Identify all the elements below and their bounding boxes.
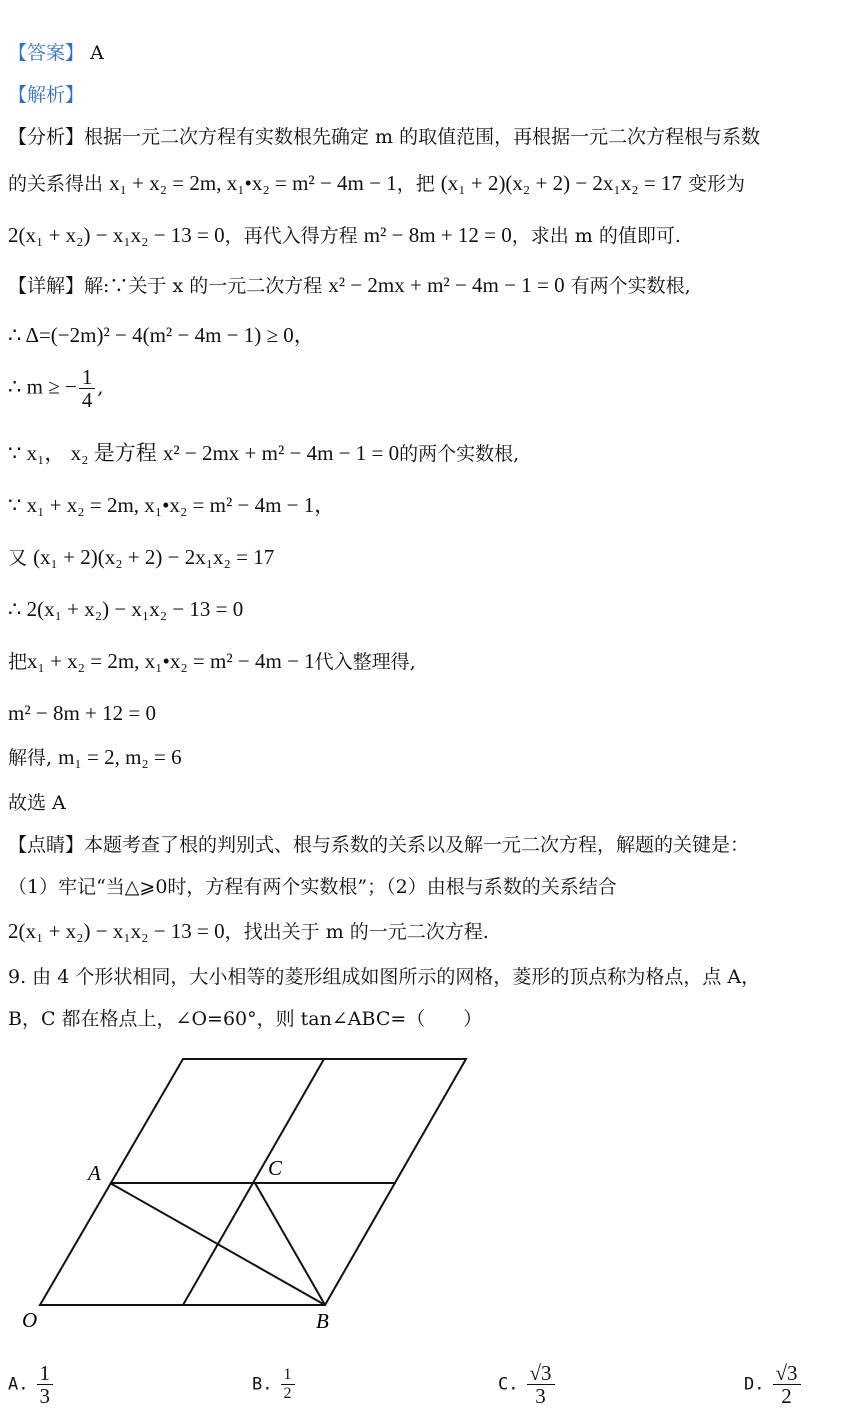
fenxi-text-2a: 的关系得出	[8, 173, 104, 195]
fenxi-tag: 【分析】	[8, 126, 85, 148]
analysis-heading	[8, 82, 84, 108]
option-b-denominator: 2	[283, 1385, 292, 1402]
segment-ab	[110, 1183, 325, 1305]
detail-math-5: ∵ x₁ + x₂ = 2m, x₁•x₂ = m² − 4m − 1，	[8, 493, 336, 517]
fraction-numerator: 1	[79, 366, 96, 389]
option-d-fraction	[773, 1362, 801, 1407]
detail-line-1	[8, 272, 691, 299]
point-label-c: C	[268, 1156, 283, 1180]
detail-math-8: x₁ + x₂ = 2m, x₁•x₂ = m² − 4m − 1	[27, 649, 315, 673]
detail-line-8	[8, 648, 416, 675]
detail-text-1a: 解:∵关于 x 的一元二次方程	[84, 275, 323, 297]
question-text-1: 9. 由 4 个形状相同，大小相等的菱形组成如图所示的网格，菱形的顶点称为格点，点 A，	[8, 966, 761, 988]
fenxi-line-3	[8, 222, 681, 249]
detail-line-5	[8, 492, 335, 519]
detail-text-8b: 代入整理得,	[314, 651, 416, 673]
comment-text-3: ，找出关于 m 的一元二次方程.	[224, 921, 489, 943]
fenxi-math-3: 2(x₁ + x₂) − x₁x₂ − 13 = 0	[8, 223, 225, 247]
option-c-numerator: √3	[527, 1362, 555, 1385]
question-text-2: B，C 都在格点上，∠O=60°，则 tan∠ABC=（ ）	[8, 1008, 483, 1030]
option-b[interactable]	[252, 1366, 297, 1403]
option-a-numerator: 1	[37, 1362, 54, 1385]
point-label-b: B	[316, 1309, 329, 1333]
detail-math-2: ∴ Δ=(−2m)² − 4(m² − 4m − 1) ≥ 0，	[8, 323, 315, 347]
option-a[interactable]	[8, 1362, 55, 1407]
comment-line-1	[8, 832, 749, 858]
rhombus-grid-figure	[0, 1040, 520, 1340]
option-c-label: C.	[498, 1374, 519, 1395]
detail-text-11: 故选 A	[8, 792, 66, 814]
detail-text-4a: ∵ x₁， x₂ 是方程	[8, 441, 157, 465]
option-b-numerator: 1	[281, 1366, 295, 1385]
detail-line-10	[8, 744, 182, 771]
fraction-denominator: 4	[81, 388, 93, 412]
detail-text-3b: ,	[97, 376, 104, 399]
option-c-denominator: 3	[535, 1384, 546, 1408]
detail-text-6a: 又	[8, 547, 28, 569]
option-d[interactable]	[744, 1362, 803, 1407]
fenxi-line-1	[8, 124, 760, 150]
detail-text-10a: 解得,	[8, 747, 53, 769]
fenxi-text-3b: ，求出 m 的值即可.	[511, 225, 681, 247]
detail-text-8a: 把	[8, 651, 28, 673]
answer-tag: 【答案】	[8, 42, 85, 64]
fraction-one-quarter	[79, 366, 96, 411]
detail-math-9: m² − 8m + 12 = 0	[8, 701, 156, 725]
comment-text-1: 本题考查了根的判别式、根与系数的关系以及解一元二次方程，解题的关键是：	[84, 834, 750, 856]
fenxi-math-3b: m² − 8m + 12 = 0	[363, 223, 512, 247]
detail-math-4: x² − 2mx + m² − 4m − 1 = 0	[162, 441, 400, 465]
option-d-denominator: 2	[781, 1384, 792, 1408]
detail-line-3	[8, 366, 103, 411]
option-d-label: D.	[744, 1374, 765, 1395]
option-c[interactable]	[498, 1362, 557, 1407]
comment-math-3: 2(x₁ + x₂) − x₁x₂ − 13 = 0	[8, 919, 225, 943]
detail-line-7	[8, 596, 243, 623]
fenxi-math-2b: (x₁ + 2)(x₂ + 2) − 2x₁x₂ = 17	[440, 171, 682, 195]
fenxi-text-2b: ，把	[396, 173, 435, 195]
point-label-a: A	[88, 1161, 101, 1185]
detail-math-1: x² − 2mx + m² − 4m − 1 = 0	[328, 273, 565, 297]
detail-line-4	[8, 440, 519, 467]
detail-math-10: m₁ = 2, m₂ = 6	[58, 745, 182, 769]
comment-tag: 【点睛】	[8, 834, 85, 856]
detail-text-4b: 的两个实数根,	[399, 443, 520, 465]
detail-math-7: ∴ 2(x₁ + x₂) − x₁x₂ − 13 = 0	[8, 597, 244, 621]
question-line-2	[8, 1006, 482, 1032]
option-a-denominator: 3	[39, 1384, 51, 1408]
option-c-fraction	[527, 1362, 555, 1407]
detail-text-1b: 有两个实数根,	[570, 275, 691, 297]
option-b-label: B.	[252, 1374, 273, 1395]
fenxi-math-2: x₁ + x₂ = 2m, x₁•x₂ = m² − 4m − 1	[109, 171, 397, 195]
detail-math-3: ∴ m ≥ −	[8, 374, 77, 399]
option-a-label: A.	[8, 1374, 29, 1395]
fenxi-line-2	[8, 170, 745, 197]
fenxi-text-1: 根据一元二次方程有实数根先确定 m 的取值范围，再根据一元二次方程根与系数	[84, 126, 761, 148]
answer-line	[8, 40, 104, 66]
detail-line-6	[8, 544, 274, 571]
option-a-fraction	[37, 1362, 54, 1407]
segment-cb	[255, 1183, 325, 1305]
detail-tag: 【详解】	[8, 275, 85, 297]
fenxi-text-3a: ，再代入得方程	[224, 225, 358, 247]
comment-line-2	[8, 874, 617, 900]
point-label-o: O	[22, 1308, 38, 1332]
detail-line-9	[8, 700, 156, 727]
detail-line-11	[8, 790, 66, 816]
detail-math-6: (x₁ + 2)(x₂ + 2) − 2x₁x₂ = 17	[33, 545, 275, 569]
option-d-numerator: √3	[773, 1362, 801, 1385]
answer-value: A	[90, 42, 104, 64]
comment-text-2: （1）牢记“当△⩾0时，方程有两个实数根”；（2）由根与系数的关系结合	[8, 876, 617, 898]
analysis-tag: 【解析】	[8, 84, 85, 106]
option-b-fraction	[281, 1366, 295, 1403]
detail-line-2	[8, 322, 315, 349]
fenxi-text-2c: 变形为	[687, 173, 745, 195]
comment-line-3	[8, 918, 489, 945]
question-line-1	[8, 964, 760, 990]
